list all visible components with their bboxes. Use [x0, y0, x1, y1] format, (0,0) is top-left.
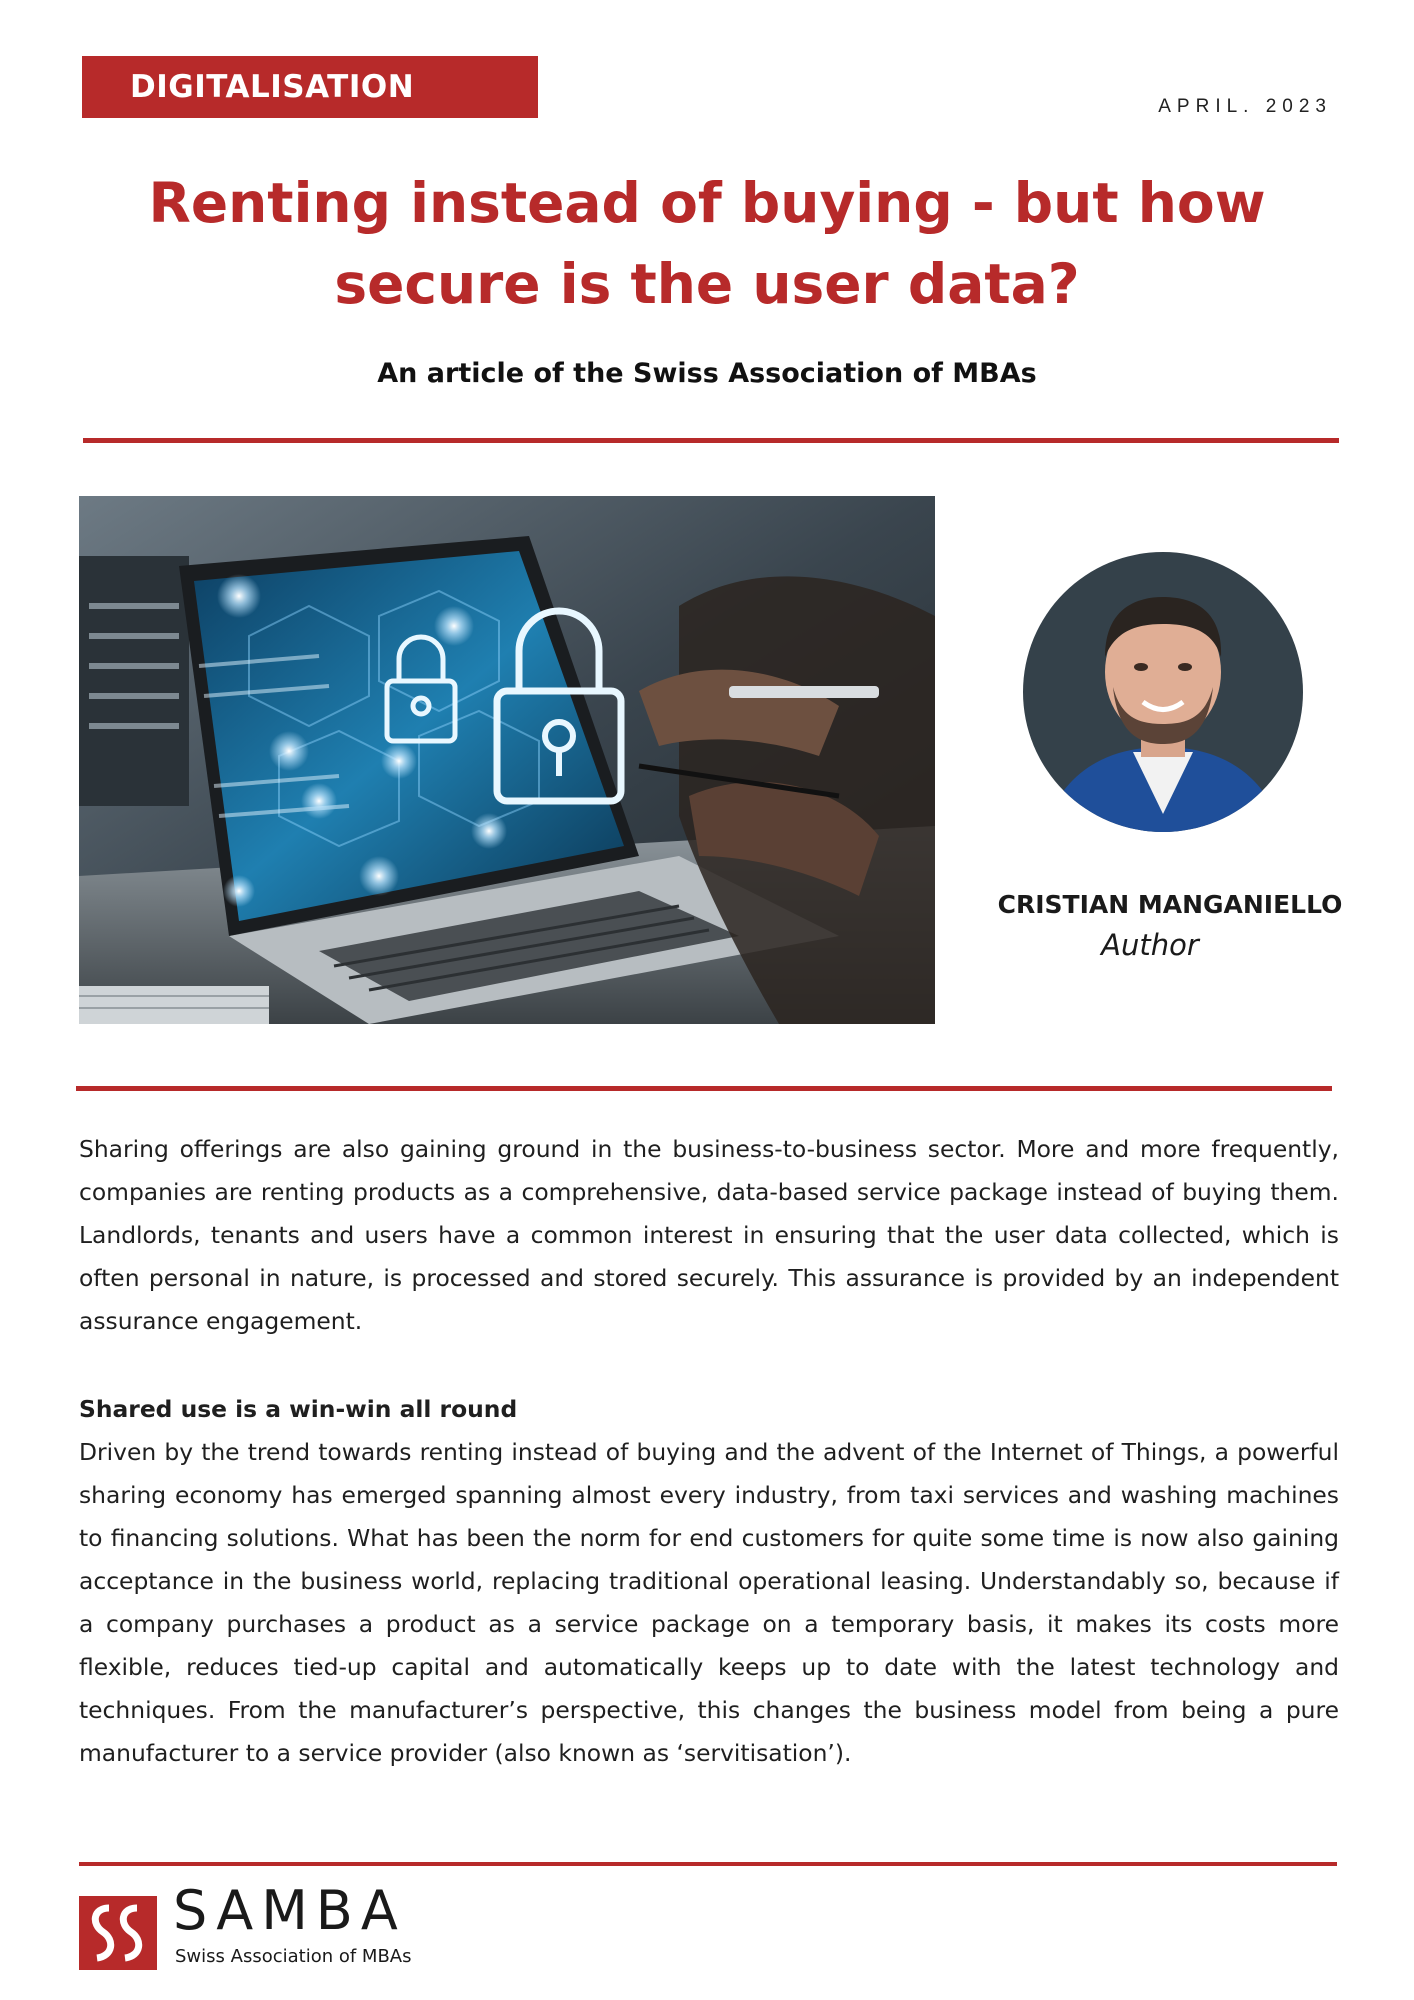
logo-tagline: Swiss Association of MBAs — [175, 1946, 412, 1967]
samba-logo-mark — [79, 1894, 157, 1972]
author-role: Author — [1101, 928, 1199, 962]
divider-top — [83, 438, 1339, 443]
body-paragraph-2: Driven by the trend towards renting instead of buying and the advent of the Internet of Things, a powerful sharing economy has emerged spanning almost every industry, from taxi services and washing machines to financing solutions. What has been the norm for end customers for quite some time is now also gaining acceptance in the business world, replacing traditional operational leasing. Understandably so, because if a company purchases a product as a service package on a temporary basis, it makes its costs more flexible, reduces tied-up capital and automatically keeps up to date with the latest technology and techniques. From the manufacturer’s perspective, this changes the business model from being a pure manufacturer to a service provider (also known as ‘servitisation’). — [79, 1438, 1339, 1767]
logo-wordmark: SAMBA — [173, 1879, 406, 1942]
hero-image — [79, 496, 935, 1024]
category-label: DIGITALISATION — [130, 69, 415, 105]
divider-middle — [76, 1086, 1332, 1091]
category-tag — [82, 56, 538, 118]
publication-date: APRIL. 2023 — [1158, 96, 1332, 117]
article-title — [80, 163, 1334, 326]
author-portrait — [1023, 552, 1303, 832]
samba-logo — [79, 1879, 459, 1970]
author-name: CRISTIAN MANGANIELLO — [997, 890, 1343, 919]
article-title-line-2: secure is the user data? — [334, 252, 1080, 317]
article-title-line-1: Renting instead of buying - but how — [148, 171, 1266, 235]
body-paragraph-1: Sharing offerings are also gaining ground in the business-to-business sector. More and more frequently, companies are renting products as a comprehensive, data-based service package instead of buying them. Landlords, tenants and users have a common interest in ensuring that the user data collected, which is often personal in nature, is processed and stored securely. This assurance is provided by an independent assurance engagement. — [79, 1135, 1339, 1335]
hero-image-graphic — [79, 496, 935, 1024]
author-portrait-graphic — [1023, 552, 1303, 832]
section-heading: Shared use is a win-win all round — [79, 1395, 518, 1423]
divider-bottom — [79, 1862, 1337, 1866]
article-subtitle: An article of the Swiss Association of MBAs — [377, 358, 1037, 389]
